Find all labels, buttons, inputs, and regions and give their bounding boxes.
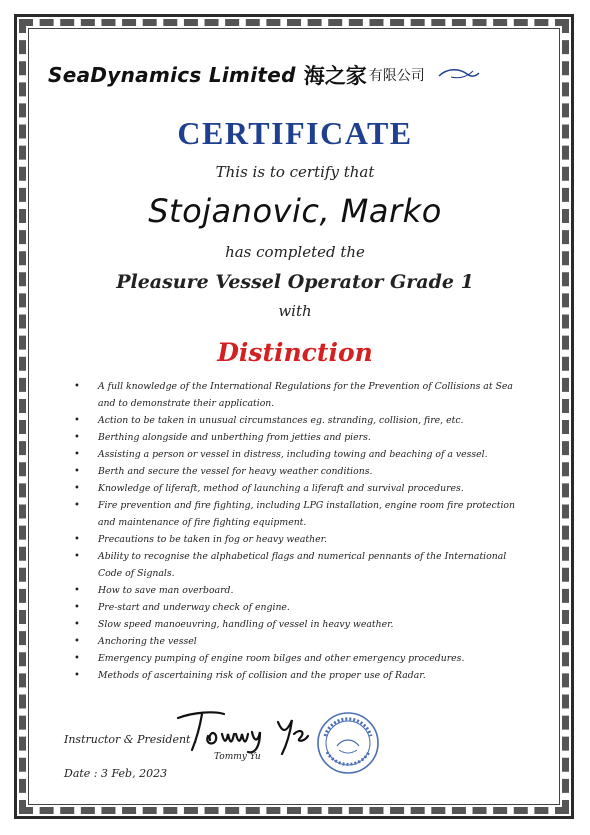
list-item: • Anchoring the vessel	[68, 633, 528, 650]
signatory-label: Instructor & President :	[64, 733, 198, 746]
list-item: • Ability to recognise the alphabetical flags and numerical pennants of the International Code of Signals.	[68, 548, 528, 582]
company-seal	[315, 710, 381, 780]
list-item: • How to save man overboard.	[68, 582, 528, 599]
certificate-title: CERTIFICATE	[177, 115, 413, 151]
list-item: • Emergency pumping of engine room bilges and other emergency procedures.	[68, 650, 528, 667]
list-item: • Action to be taken in unusual circumstances eg. stranding, collision, fire, etc.	[68, 412, 528, 429]
list-item: • Assisting a person or vessel in distress, including towing and beaching of a vessel.	[68, 446, 528, 463]
company-chinese-suffix: 有限公司	[368, 68, 425, 84]
list-item: • A full knowledge of the International Regulations for the Prevention of Collisions at Sea and to demonstrate their application.	[68, 378, 528, 412]
grade-distinction: Distinction	[217, 338, 373, 367]
with-line: with	[278, 302, 312, 320]
recipient-name: Stojanovic, Marko	[148, 192, 442, 230]
list-item: • Pre-start and underway check of engine.	[68, 599, 528, 616]
list-item: • Methods of ascertaining risk of collision and the proper use of Radar.	[68, 667, 528, 684]
wave-swoosh-icon	[437, 65, 481, 85]
list-item: • Berth and secure the vessel for heavy weather conditions.	[68, 463, 528, 480]
company-header	[48, 60, 548, 90]
completed-line: has completed the	[225, 243, 365, 261]
certify-line: This is to certify that	[215, 163, 375, 181]
company-chinese-name: 海之家	[303, 64, 367, 88]
list-item: • Precautions to be taken in fog or heavy weather.	[68, 531, 528, 548]
list-item: • Berthing alongside and unberthing from jetties and piers.	[68, 429, 528, 446]
list-item: • Slow speed manoeuvring, handling of vessel in heavy weather.	[68, 616, 528, 633]
signatory-name: Tommy Yu	[214, 752, 261, 762]
competency-list	[68, 378, 528, 684]
course-name: Pleasure Vessel Operator Grade 1	[116, 271, 474, 293]
list-item: • Fire prevention and fire fighting, including LPG installation, engine room fire protection and maintenance of fire fighting equipment.	[68, 497, 528, 531]
list-item: • Knowledge of liferaft, method of launching a liferaft and survival procedures.	[68, 480, 528, 497]
issue-date: Date : 3 Feb, 2023	[64, 767, 168, 780]
company-name: SeaDynamics Limited	[48, 63, 296, 87]
